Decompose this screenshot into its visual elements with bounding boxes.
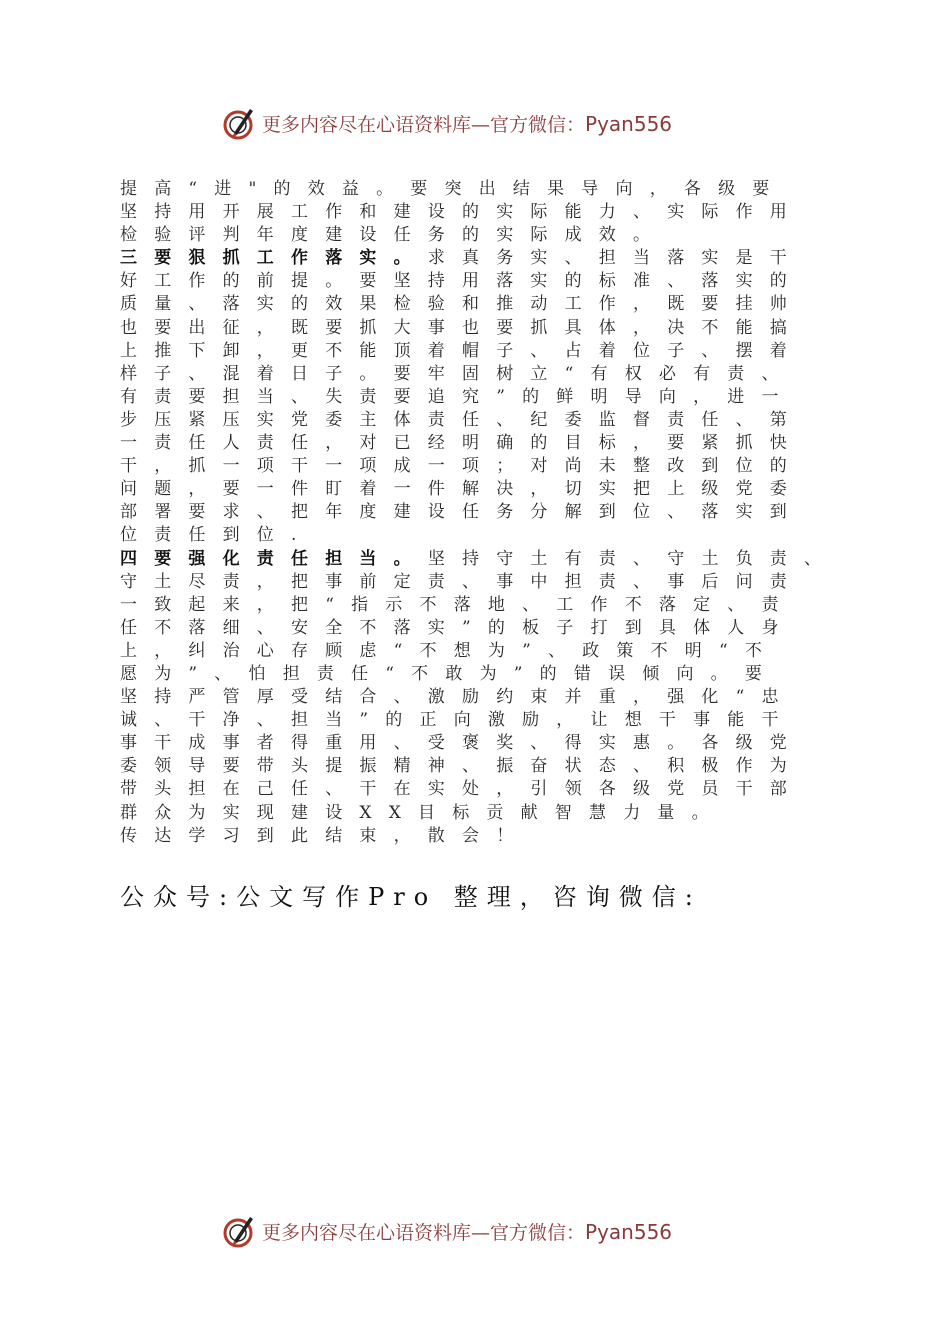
text-line: 事干成事者得重用、受褒奖、得实惠。各级党 bbox=[120, 733, 804, 754]
text-line: 群众为实现建设XX目标贡献智慧力量。 bbox=[120, 802, 726, 823]
text-line: 步压紧压实党委主体责任、纪委监督责任、第 bbox=[120, 409, 804, 430]
section-heading-line: 四要强化责任担当。坚持守土有责、守土负责、 bbox=[120, 548, 839, 569]
text-line: 诚、干净、担当”的正向激励，让想干事能干 bbox=[120, 710, 796, 731]
footer-note: 公众号:公文写作Pro 整理，咨询微信: bbox=[120, 883, 702, 911]
pen-logo-icon bbox=[220, 103, 260, 143]
watermark-header bbox=[220, 103, 672, 143]
text-line: 好工作的前提。要坚持用落实的标准、落实的 bbox=[120, 271, 804, 292]
text-line: 愿为”、怕担责任“不敢为”的错误倾向。要 bbox=[120, 663, 780, 684]
watermark-text: 更多内容尽在心语资料库—官方微信：Pyan556 bbox=[262, 111, 673, 136]
text-line: 一责任人责任，对已经明确的目标，要紧抓快 bbox=[120, 433, 804, 454]
text-line: 传达学习到此结束，散会！ bbox=[120, 825, 531, 846]
text-line: 上，纠治心存顾虑“不想为”、政策不明“不 bbox=[120, 640, 780, 661]
document-body bbox=[120, 178, 840, 848]
text-line: 坚持用开展工作和建设的实际能力、实际作用 bbox=[120, 202, 804, 223]
text-line: 干，抓一项干一项成一项；对尚未整改到位的 bbox=[120, 456, 804, 477]
text-line: 部署要求、把年度建设任务分解到位、落实到 bbox=[120, 502, 804, 523]
text-line: 样子、混着日子。要牢固树立“有权必有责、 bbox=[120, 363, 796, 384]
text-line: 也要出征，既要抓大事也要抓具体，决不能搞 bbox=[120, 317, 804, 338]
text-line: 带头担在己任、干在实处，引领各级党员干部 bbox=[120, 779, 804, 800]
text-line: 委领导要带头提振精神、振奋状态、积极作为 bbox=[120, 756, 804, 777]
text-line: 问题，要一件盯着一件解决，切实把上级党委 bbox=[120, 479, 804, 500]
section-heading: 四要强化责任担当。 bbox=[120, 548, 428, 569]
text-line: 有责要担当、失责要追究”的鲜明导向，进一 bbox=[120, 386, 796, 407]
text-line: 任不落细、安全不落实”的板子打到具体人身 bbox=[120, 617, 796, 638]
text-line: 坚持严管厚受结合、激励约束并重，强化“忠 bbox=[120, 687, 796, 708]
text-line: 提高“进"的效益。要突出结果导向，各级要 bbox=[120, 179, 787, 199]
text-line: 检验评判年度建设任务的实际成效。 bbox=[120, 225, 668, 246]
section-heading: 三要狠抓工作落实。 bbox=[120, 248, 428, 269]
text-line: 上推下卸，更不能顶着帽子、占着位子、摆着 bbox=[120, 340, 804, 361]
pen-logo-icon bbox=[220, 1211, 260, 1251]
text-line: 质量、落实的效果检验和推动工作，既要挂帅 bbox=[120, 294, 804, 315]
text-line: 守土尽责，把事前定责、事中担责、事后问责 bbox=[120, 571, 804, 592]
watermark-footer bbox=[220, 1211, 672, 1251]
text-line: 一致起来，把“指示不落地、工作不落定、责 bbox=[120, 594, 796, 615]
text-line: 位责任到位. bbox=[120, 525, 314, 546]
section-heading-line: 三要狠抓工作落实。求真务实、担当落实是干 bbox=[120, 248, 805, 269]
watermark-text: 更多内容尽在心语资料库—官方微信：Pyan556 bbox=[262, 1219, 673, 1244]
